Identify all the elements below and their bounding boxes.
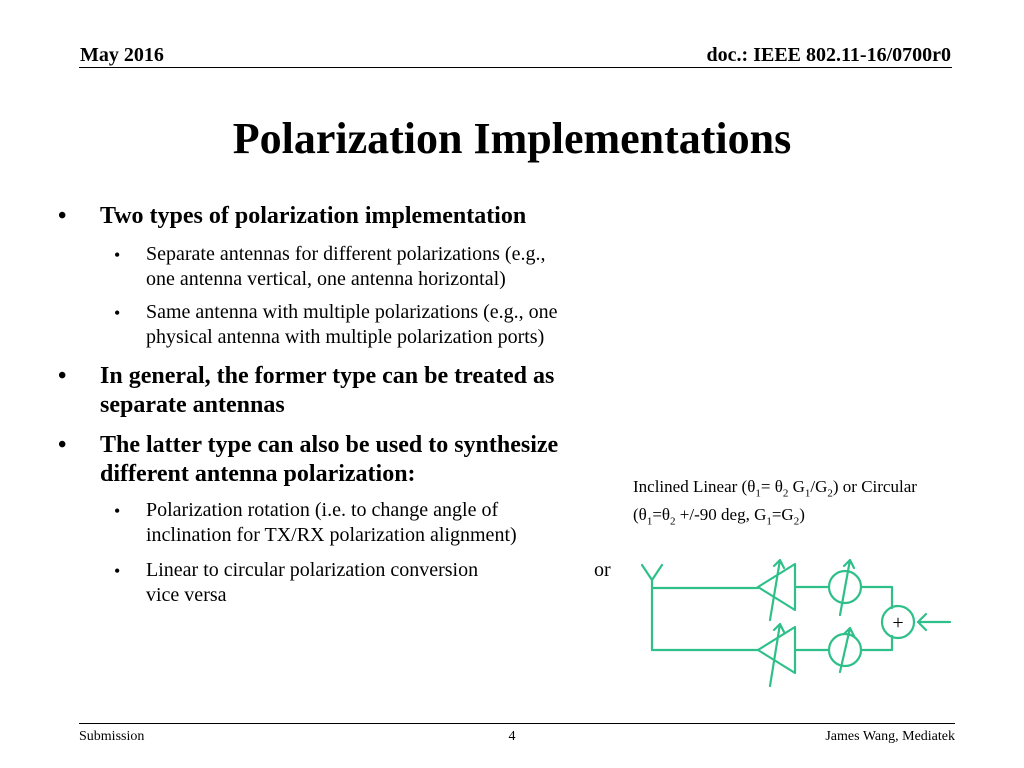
caption-line-1: Inclined Linear ($\theta_1= \theta_2$ $G_1/G_2$) or Circular (633, 477, 917, 500)
bullet-2-line-2: separate antennas (100, 392, 285, 418)
bullet-3-line-2: different antenna polarization: (100, 461, 416, 487)
combiner-symbol: + (892, 612, 904, 634)
sub-bullet-dot: • (114, 561, 121, 581)
header-date: May 2016 (80, 44, 164, 66)
bottom-link-2 (861, 636, 892, 650)
bullet-3-sub-2-line-1a: Linear to circular polarization conversion (146, 559, 479, 581)
bullet-3-sub-1-line-1: Polarization rotation (i.e. to change angle of (146, 499, 499, 521)
top-link-2 (861, 587, 892, 608)
page-number: 4 (508, 729, 516, 744)
bullet-1-sub-2-line-2: physical antenna with multiple polarization ports) (146, 326, 545, 348)
footer-author: James Wang, Mediatek (825, 729, 955, 744)
top-amplifier-arrow (770, 560, 784, 620)
slide-title: Polarization Implementations (232, 114, 792, 163)
caption-line-2: ($\theta_1=\theta_2 +/-90$ deg, $G_1=G_2$) (633, 505, 805, 528)
bullet-3-sub-2-line-2: vice versa (146, 584, 227, 606)
antenna-icon (642, 565, 662, 650)
bullet-1-sub-2-line-1: Same antenna with multiple polarizations (e.g., one (146, 301, 558, 323)
footer-left: Submission (79, 729, 145, 744)
bullet-dot: • (58, 363, 67, 389)
bullet-dot: • (58, 432, 67, 458)
header-doc-id: doc.: IEEE 802.11-16/0700r0 (706, 44, 951, 66)
bullet-dot: • (58, 203, 67, 229)
footer-rule (79, 723, 955, 724)
bullet-1-sub-1-line-1: Separate antennas for different polarizations (e.g., (146, 243, 546, 265)
top-phase-arrow (840, 560, 854, 615)
input-arrow-icon (918, 614, 950, 630)
bullet-1-sub-1-line-2: one antenna vertical, one antenna horizontal) (146, 268, 506, 290)
bottom-amplifier-arrow (770, 624, 784, 686)
bullet-3-line-1: The latter type can also be used to synthesize (100, 432, 559, 458)
bullet-1: Two types of polarization implementation (100, 203, 527, 229)
sub-bullet-dot: • (114, 245, 121, 265)
sub-bullet-dot: • (114, 501, 121, 521)
diagram-caption (633, 476, 983, 533)
bullet-2-line-1: In general, the former type can be treated as (100, 363, 555, 389)
sub-bullet-dot: • (114, 303, 121, 323)
antenna-polarization-diagram (630, 550, 960, 700)
bullet-3-sub-1-line-2: inclination for TX/RX polarization alignment) (146, 524, 517, 546)
bullet-3-sub-2-line-1b: or (594, 559, 611, 581)
